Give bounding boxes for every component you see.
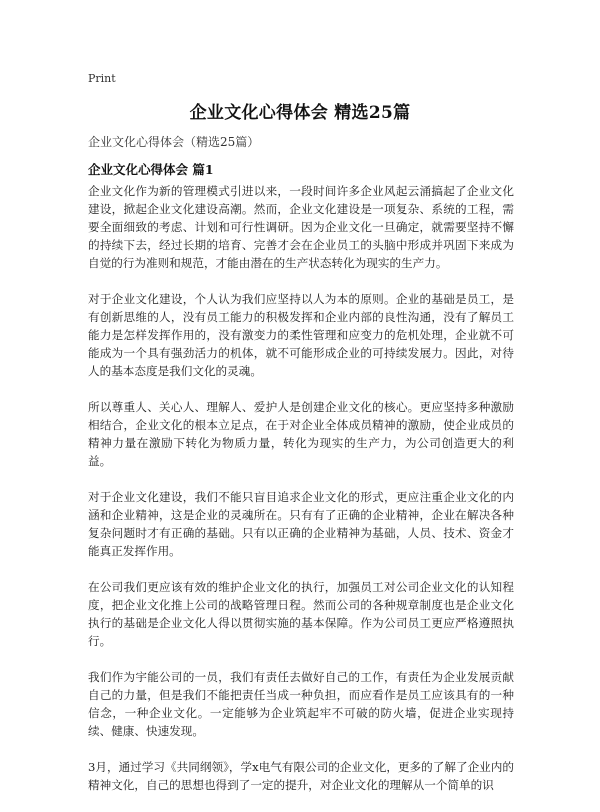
- section-heading: 企业文化心得体会 篇1: [88, 162, 214, 177]
- document-title: 企业文化心得体会 精选25篇: [189, 103, 411, 123]
- paragraph-1: 企业文化作为新的管理模式引进以来，一段时间许多企业风起云涌搞起了企业文化建设，掀起企业文化建设高潮。然而，企业文化建设是一项复杂、系统的工程，需要全面细致的考虑、计划和可行性调研。因为企业文化一旦确定，就需要坚持不懈的持续下去，经过长期的培育、完善才会在企业员工的头脑中形成并巩固下来成为自觉的行为准则和规范，才能由潜在的生产状态转化为现实的生产力。: [88, 184, 514, 270]
- print-link[interactable]: Print: [88, 72, 116, 85]
- document-body: [88, 182, 514, 812]
- paragraph-5: 在公司我们更应该有效的维护企业文化的执行，加强员工对公司企业文化的认知程度，把企业文化推上公司的战略管理日程。然而公司的各种规章制度也是企业文化执行的基础是企业文化人得以贯彻实施的基本保障。作为公司员工更应严格遵照执行。: [88, 580, 514, 648]
- document-subtitle: 企业文化心得体会（精选25篇）: [88, 135, 260, 149]
- paragraph-4: 对于企业文化建设，我们不能只盲目追求企业文化的形式，更应注重企业文化的内涵和企业精神，这是企业的灵魂所在。只有有了正确的企业精神，企业在解决各种复杂问题时才有正确的基础。只有以正确的企业精神为基础，人员、技术、资金才能真正发挥作用。: [88, 490, 514, 558]
- paragraph-3: 所以尊重人、关心人、理解人、爱护人是创建企业文化的核心。更应坚持多种激励相结合，企业文化的根本立足点，在于对企业全体成员精神的激励，使企业成员的精神力量在激励下转化为物质力量，转化为现实的生产力，为公司创造更大的利益。: [88, 400, 514, 468]
- paragraph-2: 对于企业文化建设，个人认为我们应坚持以人为本的原则。企业的基础是员工，是有创新思维的人，没有员工能力的积极发挥和企业内部的良性沟通，没有了解员工能力是怎样发挥作用的，没有激变力的柔性管理和应变力的危机处理，企业就不可能成为一个具有强劲活力的机体，就不可能形成企业的可持续发展力。因此，对待人的基本态度是我们文化的灵魂。: [88, 292, 514, 378]
- paragraph-6: 我们作为宇能公司的一员，我们有责任去做好自己的工作，有责任为企业发展贡献自己的力量，但是我们不能把责任当成一种负担，而应看作是员工应该具有的一种信念，一种企业文化。一定能够为企业筑起牢不可破的防火墙，促进企业实现持续、健康、快速发现。: [88, 670, 514, 738]
- paragraph-7: 3月，通过学习《共同纲领》，学x电气有限公司的企业文化，更多的了解了企业内的精神文化，自己的思想也得到了一定的提升，对企业文化的理解从一个简单的识: [88, 760, 514, 792]
